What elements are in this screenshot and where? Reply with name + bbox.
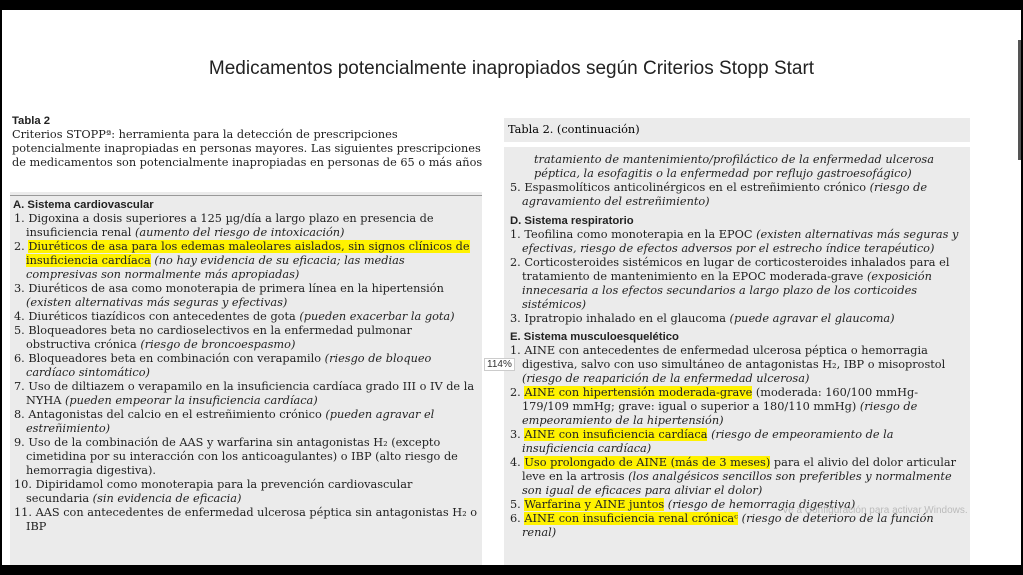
highlighted-text: AINE con insuficiencia cardíaca — [524, 428, 708, 441]
item-note: (riesgo de broncoespasmo) — [140, 338, 296, 351]
scrollbar[interactable] — [1018, 40, 1021, 160]
item-note: (riesgo de hemorragia digestiva) — [667, 498, 856, 511]
item-number: 2. — [14, 240, 25, 253]
list-item — [510, 386, 964, 428]
item-number: 5. — [510, 498, 521, 511]
table-label: Tabla 2 — [12, 115, 51, 127]
item-number: 4. — [14, 310, 25, 323]
list-item — [14, 436, 478, 478]
list-item — [14, 408, 478, 436]
item-number: 3. — [510, 428, 521, 441]
item-text: Antagonistas del calcio en el estreñimiento crónico — [28, 408, 322, 421]
list-item — [14, 310, 478, 324]
item-note: (existen alternativas más seguras y efectivas) — [26, 296, 288, 309]
item-note: (riesgo de bloqueo cardíaco sintomático) — [26, 352, 432, 379]
zoom-indicator: 114% — [484, 358, 515, 371]
item-text: Ipratropio inhalado en el glaucoma — [524, 312, 726, 325]
item-number: 8. — [14, 408, 25, 421]
item-text: Corticosteroides sistémicos en lugar de corticosteroides inhalados para el tratamiento de mantenimiento en la EPOC moderada-grave — [522, 256, 950, 283]
section-respiratory: D. Sistema respiratorio — [510, 215, 634, 227]
item-note: (sin evidencia de eficacia) — [92, 492, 242, 505]
item-text: para el alivio del dolor articular leve en la artrosis — [522, 456, 956, 483]
item-text: AINE con antecedentes de enfermedad ulcerosa péptica o hemorragia digestiva, salvo con uso simultáneo de antagonistas H₂, IBP o misoprostol — [522, 344, 946, 371]
list-item — [510, 312, 964, 326]
table-description: Criterios STOPPª: herramienta para la detección de prescripciones potencialmente inapropiadas en personas mayores. Las siguientes prescripciones de medicamentos son potencialmente inapropiadas en personas de 65 o más años — [12, 128, 483, 169]
windows-activation-watermark: Ve a Configuración para activar Windows. — [782, 505, 968, 516]
item-note: (los analgésicos sencillos son preferibles y normalmente son igual de eficaces para aliviar el dolor) — [522, 470, 952, 497]
table-header-left — [12, 114, 484, 170]
section-cardiovascular: A. Sistema cardiovascular — [13, 199, 154, 211]
item-number: 11. — [14, 506, 32, 519]
item-note: (riesgo de empeoramiento de la hipertensión) — [522, 400, 918, 427]
respiratory-item-list — [510, 228, 964, 326]
section-musculoskeletal: E. Sistema musculoesquelético — [510, 331, 679, 343]
item-number: 7. — [14, 380, 25, 393]
left-item-list — [10, 212, 482, 534]
continuation-text: tratamiento de mantenimiento/profiláctico de la enfermedad ulcerosa péptica, la esofagitis o la enfermedad por reflujo gastroesofágico) — [534, 153, 934, 180]
item-note: (pueden exacerbar la gota) — [299, 310, 455, 323]
item-text: AAS con antecedentes de enfermedad ulcerosa péptica sin antagonistas H₂ o IBP — [26, 506, 478, 533]
item-note: (pueden agravar el estreñimiento) — [26, 408, 435, 435]
item-text: Diuréticos tiazídicos con antecedentes de gota — [28, 310, 296, 323]
list-item — [14, 380, 478, 408]
item-number: 2. — [510, 386, 521, 399]
item-note: (pueden empeorar la insuficiencia cardíaca) — [64, 394, 318, 407]
list-item — [14, 478, 478, 506]
item-number: 5. — [14, 324, 25, 337]
right-table-panel — [504, 147, 970, 565]
highlighted-text: Diuréticos de asa para los edemas maleolares aislados, sin signos clínicos de insuficiencia cardíaca — [26, 240, 470, 267]
item-note: (riesgo de deterioro de la función renal) — [522, 512, 934, 539]
list-item — [14, 506, 478, 534]
item-number: 3. — [510, 312, 521, 325]
highlighted-text: Warfarina y AINE juntos — [524, 498, 665, 511]
list-item: 5. Espasmolíticos anticolinérgicos en el estreñimiento crónico (riesgo de agravamiento del estreñimiento) — [510, 181, 928, 208]
item-text: Digoxina a dosis superiores a 125 µg/día a largo plazo en presencia de insuficiencia renal — [26, 212, 434, 239]
highlighted-text: Uso prolongado de AINE (más de 3 meses) — [524, 456, 771, 469]
item-number: 3. — [14, 282, 25, 295]
item-number: 6. — [510, 512, 521, 525]
item-note: (exposición innecesaria a los efectos secundarios a largo plazo de los corticoides sistémicos) — [522, 270, 932, 311]
item-text: Bloqueadores beta en combinación con verapamilo — [28, 352, 322, 365]
list-item — [510, 228, 964, 256]
list-item — [510, 428, 964, 456]
item-text: Uso de diltiazem o verapamilo en la insuficiencia cardíaca grado III o IV de la NYHA — [26, 380, 475, 407]
right-table-header: Tabla 2. (continuación) — [504, 118, 970, 142]
list-item — [510, 512, 964, 540]
item-note: (puede agravar el glaucoma) — [729, 312, 895, 325]
item-number: 2. — [510, 256, 521, 269]
list-item — [510, 344, 964, 386]
item-number: 1. — [510, 228, 521, 241]
item-number: 1. — [14, 212, 25, 225]
item-note: (riesgo de reaparición de la enfermedad ulcerosa) — [522, 372, 810, 385]
item-number: 1. — [510, 344, 521, 357]
list-item — [14, 240, 478, 282]
list-item — [510, 456, 964, 498]
item-note: (no hay evidencia de su eficacia; las medias compresivas son normalmente más apropiadas) — [26, 254, 405, 281]
left-table-panel — [10, 192, 482, 565]
item-text: Dipiridamol como monoterapia para la prevención cardiovascular secundaria — [26, 478, 413, 505]
item-text: Diuréticos de asa como monoterapia de primera línea en la hipertensión — [28, 282, 444, 295]
highlighted-text: AINE con insuficiencia renal crónicaᶜ — [524, 512, 739, 525]
list-item — [14, 324, 478, 352]
item-text: Teofilina como monoterapia en la EPOC — [524, 228, 753, 241]
item-text: Uso de la combinación de AAS y warfarina sin antagonistas H₂ (excepto cimetidina por su interacción con los anticoagulantes) o IBP (alto riesgo de hemorragia digestiva). — [26, 436, 458, 477]
item-note: (existen alternativas más seguras y efectivas, riesgo de efectos adversos por el estrecho índice terapéutico) — [522, 228, 959, 255]
list-item — [14, 352, 478, 380]
slide-title: Medicamentos potencialmente inapropiados según Criterios Stopp Start — [208, 58, 815, 79]
item-note: (aumento del riesgo de intoxicación) — [134, 226, 345, 239]
item-number: 10. — [14, 478, 32, 491]
slide — [2, 10, 1021, 565]
item-text: Bloqueadores beta no cardioselectivos en la enfermedad pulmonar obstructiva crónica — [26, 324, 412, 351]
highlighted-text: AINE con hipertensión moderada-grave — [524, 386, 753, 399]
item-number: 4. — [510, 456, 521, 469]
item-number: 9. — [14, 436, 25, 449]
list-item — [14, 282, 478, 310]
item-number: 6. — [14, 352, 25, 365]
list-item — [510, 256, 964, 312]
item-text: (moderada: 160/100 mmHg-179/109 mmHg; grave: igual o superior a 180/110 mmHg) — [522, 386, 919, 413]
list-item — [14, 212, 478, 240]
item-note: (riesgo de empeoramiento de la insuficiencia cardíaca) — [522, 428, 894, 455]
